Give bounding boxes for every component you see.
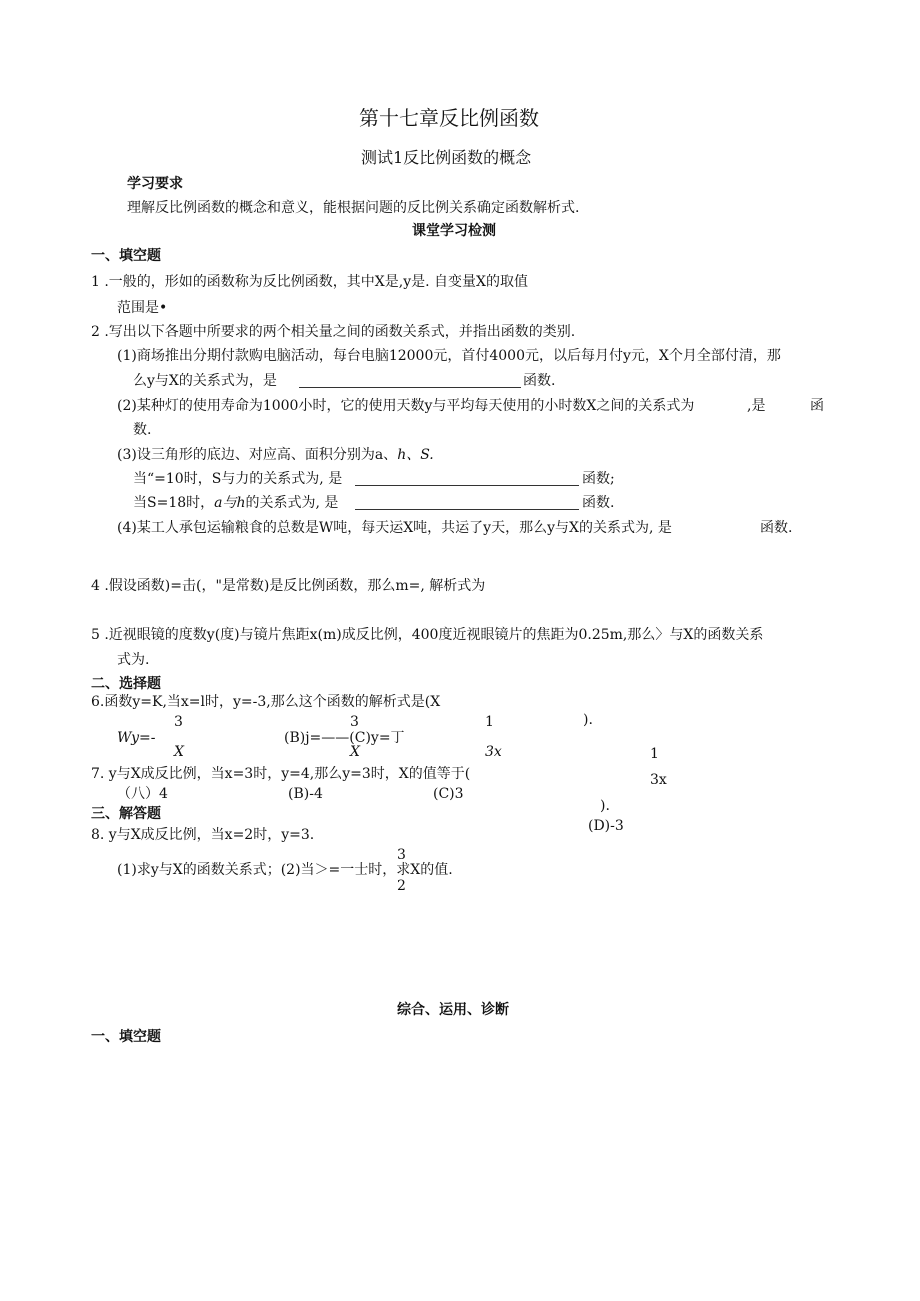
question-6-option-d-num: 1 <box>650 746 659 762</box>
question-5-line1: 5 .近视眼镜的度数y(度)与镜片焦距x(m)成反比例，400度近视眼镜片的焦距为0.25m,那么〉与X的函数关系 <box>91 627 764 643</box>
question-2-2-line2: 数. <box>133 422 152 438</box>
question-2-3-line2-suffix: 函数; <box>582 471 615 487</box>
section-fill-blank-2: 一、填空题 <box>91 1029 161 1045</box>
question-7-stem: 7. y与X成反比例，当x=3时，y=4,那么y=3时，X的值等于( <box>91 766 471 782</box>
question-2-1-line1: (1)商场推出分期付款购电脑活动，每台电脑12000元，首付4000元，以后每月付y元，X个月全部付清，那 <box>117 348 781 364</box>
page-title: 第十七章反比例函数 <box>359 106 539 130</box>
question-2-3-cond: 当S=18时， <box>133 495 215 511</box>
page-subtitle: 测试1反比例函数的概念 <box>361 148 532 167</box>
question-1-line1: 1 .一般的，形如的函数称为反比例函数，其中X是,y是. 自变量X的取值 <box>91 274 528 290</box>
question-2-2-is: ,是 <box>747 398 766 414</box>
question-2-1-suffix: 函数. <box>523 373 556 389</box>
section-answer: 三、解答题 <box>91 806 161 822</box>
question-2-4-suffix: 函数. <box>760 520 793 536</box>
question-8-stem: 8. y与X成反比例，当x=2时，y=3. <box>91 827 315 843</box>
question-6-close: ). <box>583 712 593 728</box>
question-2-3-line1 <box>117 446 434 464</box>
question-6-frac-den: X <box>350 744 360 760</box>
question-2-1-line2: 么y与X的关系式为，是 <box>133 373 277 389</box>
answer-blank <box>355 485 579 486</box>
comprehensive-heading: 综合、运用、诊断 <box>397 1002 509 1018</box>
question-6-frac-num: 3 <box>174 714 183 730</box>
question-8-frac-num: 3 <box>397 847 406 863</box>
section-fill-blank: 一、填空题 <box>91 248 161 264</box>
question-2-3-line3-suffix: 函数. <box>582 495 615 511</box>
question-8-parts: (1)求y与X的函数关系式；(2)当＞=一士时，求X的值. <box>117 862 453 878</box>
question-7-option-d: (D)-3 <box>588 818 624 834</box>
question-7-option-c: (C)3 <box>433 786 464 802</box>
question-7-option-b: (B)-4 <box>288 786 323 802</box>
requirements-heading: 学习要求 <box>127 176 183 192</box>
question-6-option-d-den: 3x <box>650 772 667 788</box>
requirements-text: 理解反比例函数的概念和意义，能根据问题的反比例关系确定函数解析式. <box>127 200 580 216</box>
question-2-3-rel: 的关系式为, 是 <box>245 495 339 511</box>
question-6-frac-den: X <box>174 744 184 760</box>
question-2-3-line2: 当“=10时，S与力的关系式为, 是 <box>133 471 343 487</box>
question-2-3-text: (3)设三角形的底边、对应高、面积分别为a、 <box>117 447 398 463</box>
answer-blank <box>355 509 579 510</box>
question-2-2-line1: (2)某种灯的使用寿命为1000小时，它的使用天数y与平均每天使用的小时数X之间的关系式为 <box>117 398 695 414</box>
question-7-option-a: （八）4 <box>117 786 168 802</box>
question-4: 4 .假设函数)=击(，"是常数)是反比例函数，那么m=, 解析式为 <box>91 578 486 594</box>
question-8-frac-den: 2 <box>397 878 406 894</box>
question-6-frac-num: 1 <box>485 714 494 730</box>
question-6-option-a: Wy=- <box>117 730 156 746</box>
section-multiple-choice: 二、选择题 <box>91 676 161 692</box>
question-2-4-line1: (4)某工人承包运输粮食的总数是W吨，每天运X吨，共运了y天，那么y与X的关系式为, 是 <box>117 520 672 536</box>
question-2-3-vars: h、S. <box>397 447 434 463</box>
question-6-frac-num: 3 <box>350 714 359 730</box>
question-5-line2: 式为. <box>117 652 150 668</box>
answer-blank <box>299 387 521 388</box>
question-2-3-line3 <box>133 494 338 512</box>
question-6-stem: 6.函数y=K,当x=l时，y=-3,那么这个函数的解析式是(X <box>91 694 441 710</box>
question-2-stem: 2 .写出以下各题中所要求的两个相关量之间的函数关系式，并指出函数的类别. <box>91 324 576 340</box>
question-1-line2: 范围是• <box>117 300 168 316</box>
question-7-close: ). <box>600 798 610 814</box>
question-2-2-func: 函 <box>810 398 824 414</box>
question-6-frac-den: 3x <box>485 744 502 760</box>
question-6-option-bc: (B)j=——(C)y=丁 <box>284 730 405 746</box>
class-section-heading: 课堂学习检测 <box>412 223 496 239</box>
question-2-3-ah: a与h <box>214 495 246 511</box>
